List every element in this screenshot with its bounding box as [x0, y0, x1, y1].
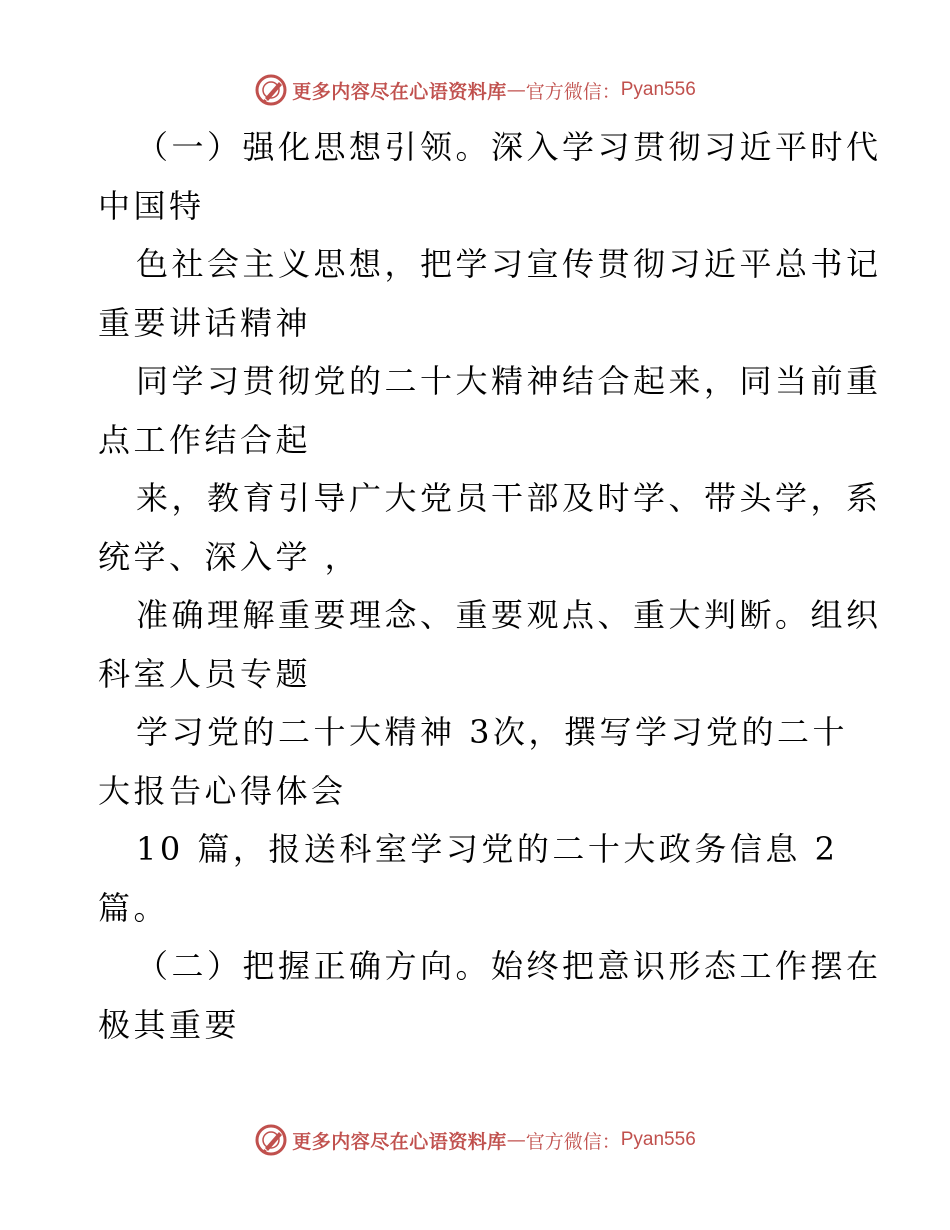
- body-line: 10 篇，报送科室学习党的二十大政务信息 2: [136, 830, 839, 868]
- footer-banner-separator: —: [506, 1129, 526, 1151]
- footer-banner: [0, 1120, 950, 1160]
- body-line: 统学、深入学 ，: [98, 537, 361, 576]
- body-line: （一）强化思想引领。深入学习贯彻习近平时代: [136, 128, 882, 166]
- header-banner-title: 更多内容尽在心语资料库: [292, 80, 507, 103]
- pen-logo-icon: [254, 73, 288, 107]
- pen-logo-icon: [254, 1123, 288, 1157]
- body-line: 重要讲话精神: [98, 303, 312, 342]
- body-line: 点工作结合起: [98, 420, 312, 459]
- document-body: [98, 118, 882, 1054]
- body-line: 学习党的二十大精神 3次，撰写学习党的二十: [136, 713, 849, 751]
- body-line: 科室人员专题: [98, 654, 312, 693]
- footer-banner-contact-label: 官方微信：: [525, 1130, 621, 1153]
- body-line: 篇。: [98, 888, 170, 927]
- body-line: 大报告心得体会: [98, 771, 347, 810]
- body-line: （二）把握正确方向。始终把意识形态工作摆在: [136, 947, 882, 985]
- header-banner-contact-label: 官方微信：: [525, 80, 621, 103]
- body-line: 极其重要: [98, 1005, 241, 1044]
- footer-banner-contact-id: Pyan556: [620, 1129, 696, 1150]
- footer-banner-title: 更多内容尽在心语资料库: [292, 1130, 507, 1153]
- header-banner: [0, 70, 950, 110]
- body-line: 色社会主义思想，把学习宣传贯彻习近平总书记: [136, 245, 882, 283]
- body-line: 来，教育引导广大党员干部及时学、带头学，系: [136, 479, 882, 517]
- body-line: 中国特: [98, 186, 205, 225]
- footer-banner-inner: [254, 1123, 696, 1157]
- body-line: 准确理解重要理念、重要观点、重大判断。组织: [136, 596, 882, 634]
- header-banner-separator: —: [506, 79, 526, 101]
- header-banner-inner: [254, 73, 696, 107]
- body-line: 同学习贯彻党的二十大精神结合起来，同当前重: [136, 362, 882, 400]
- header-banner-contact-id: Pyan556: [620, 79, 696, 100]
